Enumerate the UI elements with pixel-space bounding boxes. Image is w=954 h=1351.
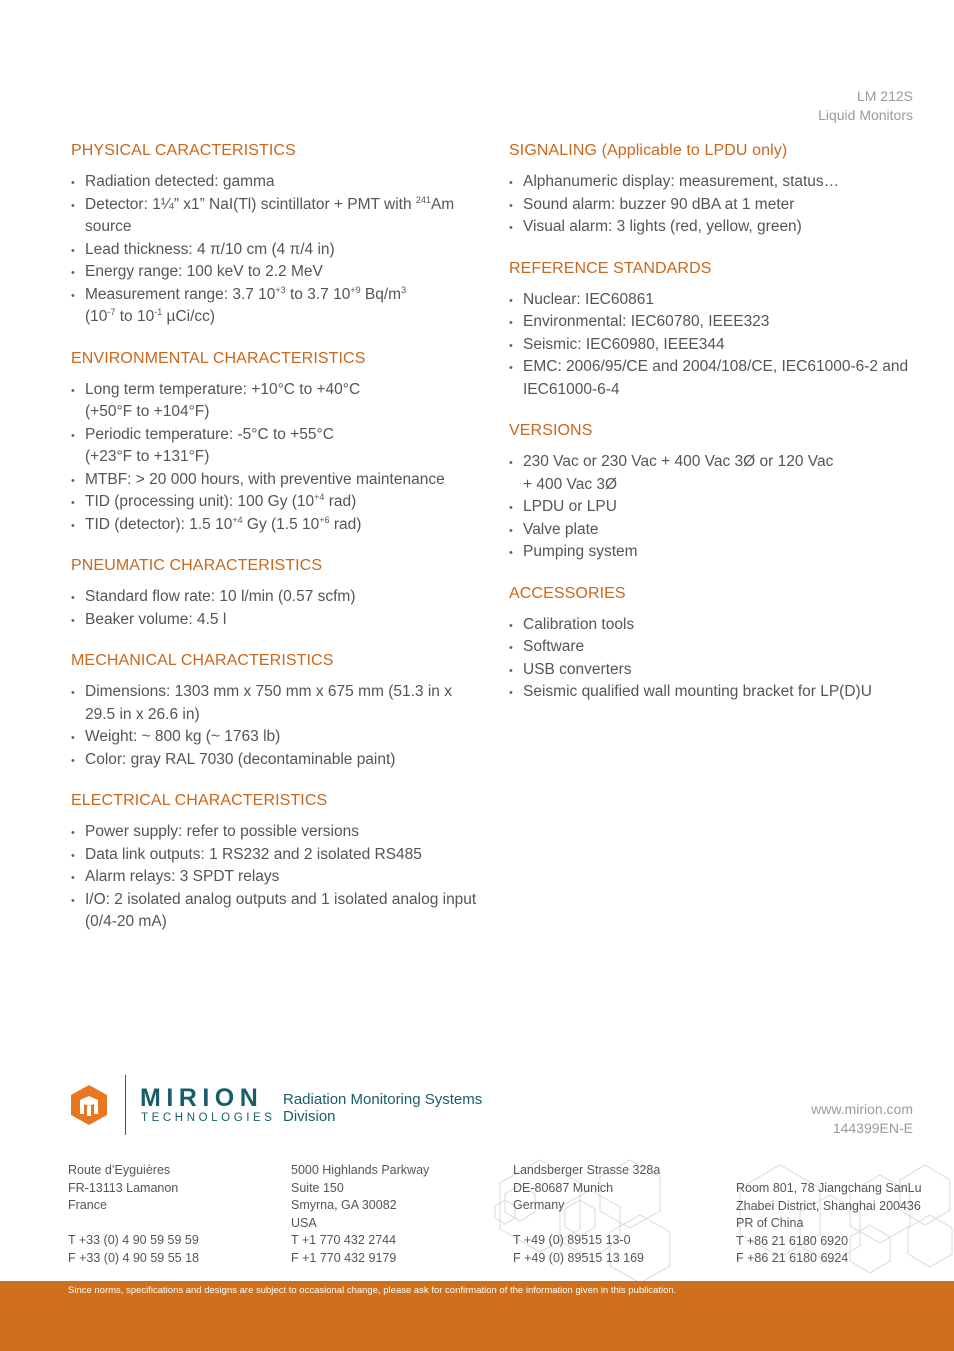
- section-title: REFERENCE STANDARDS: [509, 259, 712, 277]
- spec-item: • Weight: ~ 800 kg (~ 1763 lb): [71, 726, 481, 749]
- address-line: Germany: [513, 1198, 565, 1213]
- section-title: SIGNALING (Applicable to LPDU only): [509, 142, 788, 159]
- mirion-logo: [68, 1075, 508, 1137]
- spec-item: • Environmental: IEC60780, IEEE323: [509, 311, 914, 334]
- address-line: Zhabei District, Shanghai 200436: [736, 1198, 921, 1213]
- model-number: LM 212S: [856, 88, 913, 104]
- web-info: [811, 1100, 913, 1138]
- spec-list: [71, 821, 481, 934]
- section-title: VERSIONS: [509, 422, 593, 439]
- address-line: Smyrna, GA 30082: [291, 1198, 397, 1213]
- address-line: DE-80687 Munich: [513, 1180, 614, 1195]
- spec-item: • Energy range: 100 keV to 2.2 MeV: [71, 261, 481, 284]
- division-line-1: Radiation Monitoring Systems: [283, 1091, 483, 1108]
- spec-item: • EMC: 2006/95/CE and 2004/108/CE, IEC61000-6-2 and IEC61000-6-4: [509, 356, 914, 401]
- spec-item: • Visual alarm: 3 lights (red, yellow, green): [509, 216, 914, 239]
- spec-item: • Seismic qualified wall mounting bracket for LP(D)U: [509, 681, 914, 704]
- address-line: France: [68, 1198, 107, 1213]
- spec-list: [509, 171, 914, 239]
- spec-item: • Periodic temperature: -5°C to +55°C (+23°F to +131°F): [71, 424, 481, 469]
- spec-list: [71, 681, 481, 771]
- spec-item: • Valve plate: [509, 519, 914, 542]
- phone-number: T +1 770 432 2744: [291, 1233, 397, 1248]
- section-title: MECHANICAL CHARACTERISTICS: [71, 652, 334, 669]
- document-header: [818, 87, 913, 125]
- left-column: [71, 140, 481, 953]
- mirion-hexagon-icon: [68, 1084, 110, 1126]
- spec-item: • LPDU or LPU: [509, 496, 914, 519]
- spec-section: [71, 140, 481, 329]
- fax-number: F +1 770 432 9179: [291, 1250, 397, 1265]
- logo-subtitle: TECHNOLOGIES: [141, 1112, 276, 1124]
- spec-item: • Color: gray RAL 7030 (decontaminable paint): [71, 749, 481, 772]
- document-reference: 144399EN-E: [832, 1120, 913, 1136]
- spec-item: • Detector: 1¼” x1” NaI(Tl) scintillator + PMT with $^{241}$Am source: [71, 194, 481, 239]
- spec-item: • Dimensions: 1303 mm x 750 mm x 675 mm (51.3 in x 29.5 in x 26.6 in): [71, 681, 481, 726]
- spec-item: • Software: [509, 636, 914, 659]
- spec-item: • TID (processing unit): 100 Gy ($10^{+4}$ rad): [71, 491, 481, 514]
- spec-list: [509, 451, 914, 564]
- spec-section: [71, 650, 481, 771]
- right-column: [509, 140, 914, 723]
- spec-item: • USB converters: [509, 659, 914, 682]
- section-title: ENVIRONMENTAL CHARACTERISTICS: [71, 349, 366, 367]
- phone-number: T +86 21 6180 6920: [736, 1233, 849, 1248]
- footer-bar: [0, 1281, 954, 1351]
- phone-number: T +49 (0) 89515 13-0: [513, 1233, 631, 1248]
- spec-item: • Alarm relays: 3 SPDT relays: [71, 866, 481, 889]
- spec-item: • Power supply: refer to possible versions: [71, 821, 481, 844]
- spec-list: [509, 614, 914, 704]
- address-line: Suite 150: [291, 1180, 344, 1195]
- spec-item: • I/O: 2 isolated analog outputs and 1 isolated analog input (0/4-20 mA): [71, 889, 481, 934]
- section-title: PNEUMATIC CHARACTERISTICS: [71, 557, 323, 574]
- address-line: Room 801, 78 Jiangchang SanLu: [736, 1181, 922, 1195]
- disclaimer-text: Since norms, specifications and designs are subject to occasional change, please ask for confirmation of the information given in this publication.: [68, 1285, 677, 1296]
- fax-number: F +33 (0) 4 90 59 55 18: [68, 1250, 199, 1265]
- spec-item: • Data link outputs: 1 RS232 and 2 isolated RS485: [71, 844, 481, 867]
- spec-item: • Standard flow rate: 10 l/min (0.57 scfm): [71, 586, 481, 609]
- spec-item: • Beaker volume: 4.5 l: [71, 609, 481, 632]
- spec-list: [71, 586, 481, 631]
- spec-item: • Long term temperature: +10°C to +40°C (+50°F to +104°F): [71, 379, 481, 424]
- address-line: 5000 Highlands Parkway: [291, 1163, 430, 1177]
- spec-item: • TID (detector): 1.5 $10^{+4}$ Gy (1.5 $10^{+6}$ rad): [71, 514, 481, 537]
- spec-item: • Sound alarm: buzzer 90 dBA at 1 meter: [509, 194, 914, 217]
- website-link[interactable]: www.mirion.com: [811, 1101, 913, 1117]
- division-name: [283, 1091, 482, 1125]
- logo-divider: [125, 1075, 126, 1135]
- division-line-2: Division: [283, 1108, 336, 1125]
- spec-list: [71, 171, 481, 329]
- spec-item: • Lead thickness: 4 π/10 cm (4 π/4 in): [71, 239, 481, 262]
- address-line: Route d’Eyguières: [68, 1163, 171, 1177]
- product-name: Liquid Monitors: [818, 107, 913, 123]
- section-title: ACCESSORIES: [509, 584, 626, 602]
- address-line: FR-13113 Lamanon: [68, 1180, 179, 1195]
- spec-item: • MTBF: > 20 000 hours, with preventive maintenance: [71, 469, 481, 492]
- phone-number: T +33 (0) 4 90 59 59 59: [68, 1233, 199, 1248]
- address-line: PR of China: [736, 1216, 804, 1231]
- address-line: USA: [291, 1215, 317, 1230]
- spec-item: • Seismic: IEC60980, IEEE344: [509, 334, 914, 357]
- spec-section: [71, 348, 481, 537]
- fax-number: F +86 21 6180 6924: [736, 1251, 849, 1266]
- address-china: [736, 1180, 922, 1268]
- spec-list: [71, 379, 481, 537]
- address-line: Landsberger Strasse 328a: [513, 1163, 661, 1177]
- spec-item: • 230 Vac or 230 Vac + 400 Vac 3Ø or 120 Vac + 400 Vac 3Ø: [509, 451, 914, 496]
- spec-section: [509, 258, 914, 402]
- spec-list: [509, 289, 914, 402]
- spec-section: [71, 790, 481, 934]
- spec-item: • Radiation detected: gamma: [71, 171, 481, 194]
- logo-name: MIRION: [140, 1084, 264, 1112]
- spec-section: [71, 555, 481, 631]
- spec-item: • Measurement range: 3.7 $10^{+3}$ to 3.7 $10^{+9}$ $Bq/m^3$ ($10^{-7}$ to $10^{-1}$ µCi/cc): [71, 284, 481, 329]
- section-title: ELECTRICAL CHARACTERISTICS: [71, 792, 328, 809]
- section-title: PHYSICAL CARACTERISTICS: [71, 142, 296, 159]
- fax-number: F +49 (0) 89515 13 169: [513, 1250, 644, 1265]
- address-france: [68, 1162, 199, 1268]
- spec-section: [509, 140, 914, 239]
- spec-item: • Nuclear: IEC60861: [509, 289, 914, 312]
- spec-item: • Alphanumeric display: measurement, status…: [509, 171, 914, 194]
- address-germany: [513, 1162, 660, 1268]
- spec-section: [509, 420, 914, 564]
- address-usa: [291, 1162, 429, 1268]
- spec-item: • Calibration tools: [509, 614, 914, 637]
- spec-item: • Pumping system: [509, 541, 914, 564]
- spec-section: [509, 583, 914, 704]
